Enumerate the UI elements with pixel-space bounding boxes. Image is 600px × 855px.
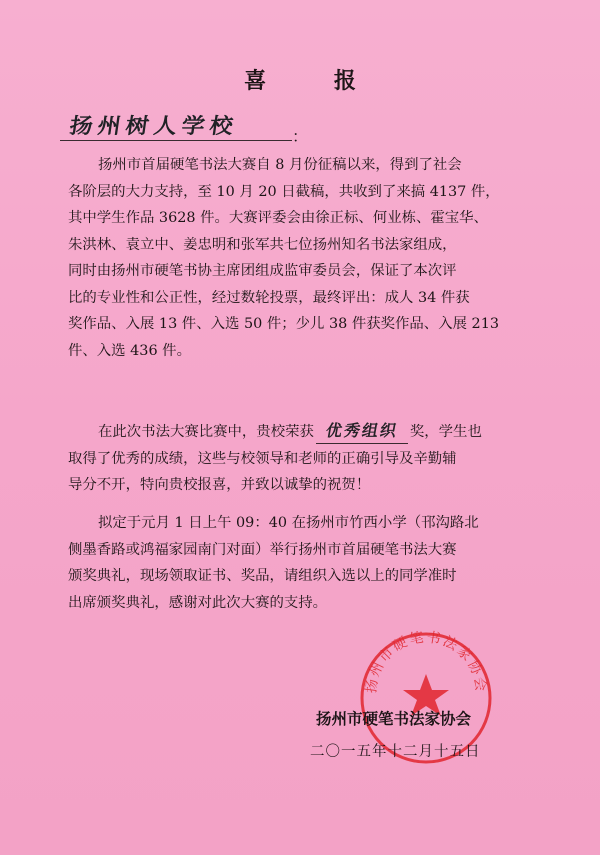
paragraph-1 bbox=[68, 152, 538, 364]
paragraph-line: 拟定于元月 1 日上午 09：40 在扬州市竹西小学（邗沟路北 bbox=[98, 515, 479, 531]
paragraph-line: 朱洪林、袁立中、姜忠明和张军共七位扬州知名书法家组成， bbox=[68, 236, 457, 253]
paragraph-line: 出席颁奖典礼，感谢对此次大赛的支持。 bbox=[68, 594, 328, 611]
paragraph-line: 比的专业性和公正性，经过数轮投票，最终评出：成人 34 件获 bbox=[68, 289, 470, 306]
signature-date: 二〇一五年十二月十五日 bbox=[310, 744, 481, 760]
paragraph-line: 颁奖典礼，现场领取证书、奖品，请组织入选以上的同学准时 bbox=[68, 568, 457, 584]
paragraph-line: 件、入选 436 件。 bbox=[68, 342, 191, 359]
paragraph-line: 奖作品、入展 13 件、入选 50 件；少儿 38 件获奖作品、入展 213 bbox=[68, 316, 500, 332]
paragraph-3 bbox=[68, 510, 538, 616]
paragraph-line: 同时由扬州市硬笔书协主席团组成监审委员会，保证了本次评 bbox=[68, 263, 457, 279]
paragraph-line: 各阶层的大力支持，至 10 月 20 日截稿，共收到了来搞 4137 件， bbox=[68, 183, 500, 200]
signature-organization: 扬州市硬笔书法家协会 bbox=[316, 710, 472, 728]
paragraph-line bbox=[68, 418, 538, 446]
paragraph-line: 其中学生作品 3628 件。大赛评委会由徐正标、何业栋、霍宝华、 bbox=[68, 210, 488, 226]
paragraph-line: 扬州市首届硬笔书法大赛自 8 月份征稿以来，得到了社会 bbox=[98, 157, 462, 173]
seal-text: 扬州市硬笔书法家协会 bbox=[363, 629, 489, 695]
recipient-colon: ： bbox=[292, 127, 309, 146]
recipient-handwriting: 扬州树人学校 bbox=[67, 114, 240, 139]
recipient-name bbox=[67, 108, 300, 142]
award-underline bbox=[316, 443, 408, 444]
paragraph-line: 取得了优秀的成绩，这些与校领导和老师的正确引导及辛勤辅 bbox=[68, 450, 457, 467]
paragraph-text: 奖，学生也 bbox=[409, 424, 482, 440]
award-handwriting: 优秀组织 bbox=[324, 421, 400, 440]
recipient-underline bbox=[60, 140, 292, 141]
paragraph-text: 在此次书法大赛比赛中，贵校荣获 bbox=[98, 424, 314, 440]
paragraph-line: 侧墨香路或鸿福家园南门对面）举行扬州市首届硬笔书法大赛 bbox=[68, 541, 457, 558]
paragraph-2 bbox=[68, 418, 538, 499]
page-title: 喜 报 bbox=[244, 68, 386, 94]
paragraph-line: 导分不开，特向贵校报喜，并致以诚挚的祝贺！ bbox=[68, 477, 371, 493]
award-name bbox=[314, 418, 410, 446]
